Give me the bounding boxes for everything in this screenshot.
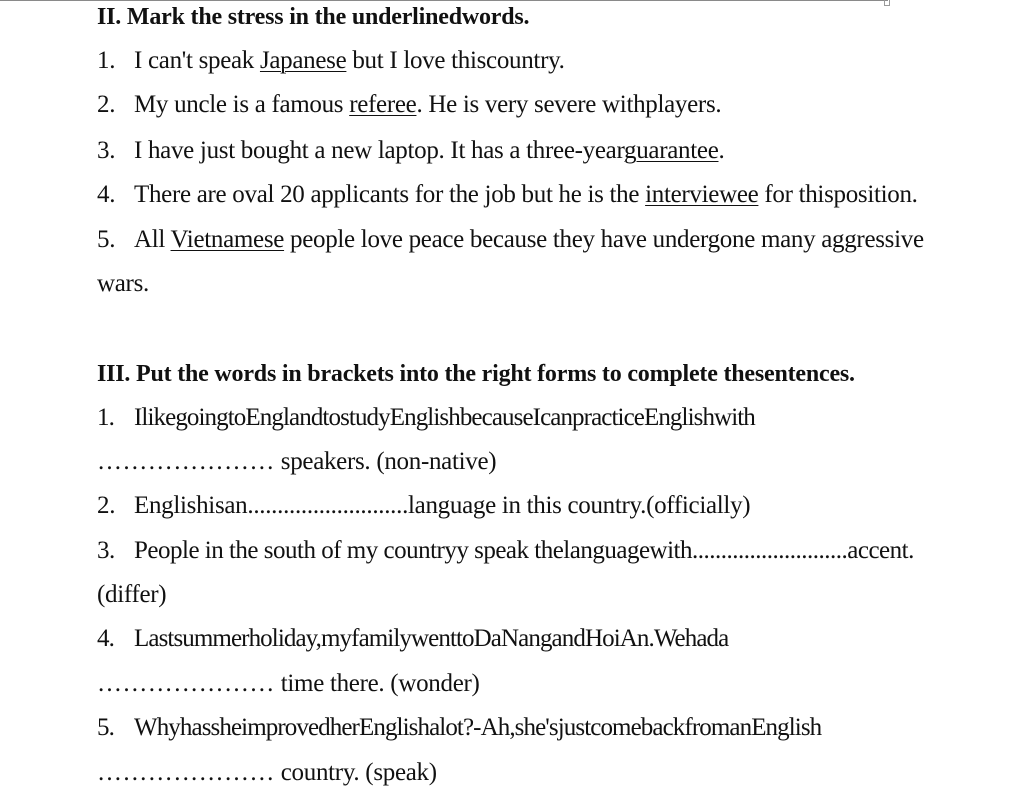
answer-blank: ...........................: [692, 537, 848, 564]
stress-item-1: [97, 46, 565, 76]
page-top-border: [0, 0, 888, 1]
sentence-text: language in this country.(officially): [408, 492, 751, 519]
stress-item-5-continuation: wars.: [97, 270, 149, 297]
sentence-text: My uncle is a famous: [134, 91, 350, 118]
underlined-word: Vietnamese: [170, 226, 285, 253]
section-2-heading: II. Mark the stress in the underlinedwords.: [97, 4, 530, 30]
word-form-item-1-continuation: [97, 447, 496, 477]
word-form-item-4-continuation: [97, 669, 480, 699]
page-corner-marker: [884, 0, 890, 6]
stress-item-3: [97, 136, 724, 166]
sentence-text: time there. (wonder): [274, 670, 480, 697]
sentence-text: . He is very severe withplayers.: [416, 91, 722, 118]
sentence-text: but I love thiscountry.: [346, 47, 565, 74]
sentence-text: people love peace because they have undergone many aggressive: [284, 226, 924, 253]
item-number: 1.: [97, 404, 114, 431]
sentence-text: All: [134, 226, 171, 253]
sentence-text: country. (speak): [274, 759, 437, 786]
word-form-item-5-continuation: [97, 758, 437, 788]
sentence-text: Englishisan: [134, 492, 248, 519]
answer-blank: …………………: [97, 759, 275, 786]
underlined-word: Japanese: [259, 47, 347, 74]
sentence-text: I can't speak: [134, 47, 260, 74]
sentence-text: speakers. (non-native): [274, 448, 497, 475]
item-number: 5.: [97, 226, 116, 253]
sentence-text: I have just bought a new laptop. It has a three-year: [134, 137, 625, 164]
section-3-heading: III. Put the words in brackets into the right forms to complete thesentences.: [97, 361, 855, 387]
item-number: 3.: [97, 537, 115, 564]
sentence-text: People in the south of my countryy speak thelanguagewith: [134, 537, 692, 564]
sentence-text: WhyhassheimprovedherEnglishalot?-Ah,she'sjustcomebackfromanEnglish: [134, 714, 822, 741]
stress-item-4: [97, 180, 918, 210]
sentence-text: IlikegoingtoEnglandtostudyEnglishbecauseIcanpracticeEnglishwith: [134, 404, 755, 431]
answer-blank: ...........................: [247, 492, 409, 519]
item-number: 1.: [97, 47, 116, 74]
sentence-text: Lastsummerholiday,myfamilywenttoDaNangandHoiAn.Wehada: [134, 625, 729, 652]
item-number: 2.: [97, 91, 116, 118]
answer-blank: …………………: [97, 448, 275, 475]
item-number: 3.: [97, 137, 116, 164]
sentence-text: for thisposition.: [758, 181, 918, 208]
stress-item-5: [97, 225, 924, 255]
word-form-item-3-continuation: (differ): [97, 581, 167, 608]
item-number: 2.: [97, 492, 116, 519]
word-form-item-5: [97, 713, 821, 743]
underlined-word: guarantee: [624, 137, 719, 164]
sentence-text: There are oval 20 applicants for the job but he is the: [134, 181, 646, 208]
word-form-item-2: [97, 491, 750, 521]
word-form-item-1: [97, 403, 755, 433]
word-form-item-3: [97, 536, 914, 566]
item-number: 4.: [97, 181, 116, 208]
item-number: 5.: [97, 714, 114, 741]
sentence-text: accent.: [847, 537, 914, 564]
answer-blank: …………………: [97, 670, 275, 697]
underlined-word: interviewee: [645, 181, 759, 208]
underlined-word: referee: [349, 91, 417, 118]
item-number: 4.: [97, 625, 114, 652]
word-form-item-4: [97, 624, 728, 654]
stress-item-2: [97, 90, 721, 120]
sentence-text: .: [718, 137, 725, 164]
